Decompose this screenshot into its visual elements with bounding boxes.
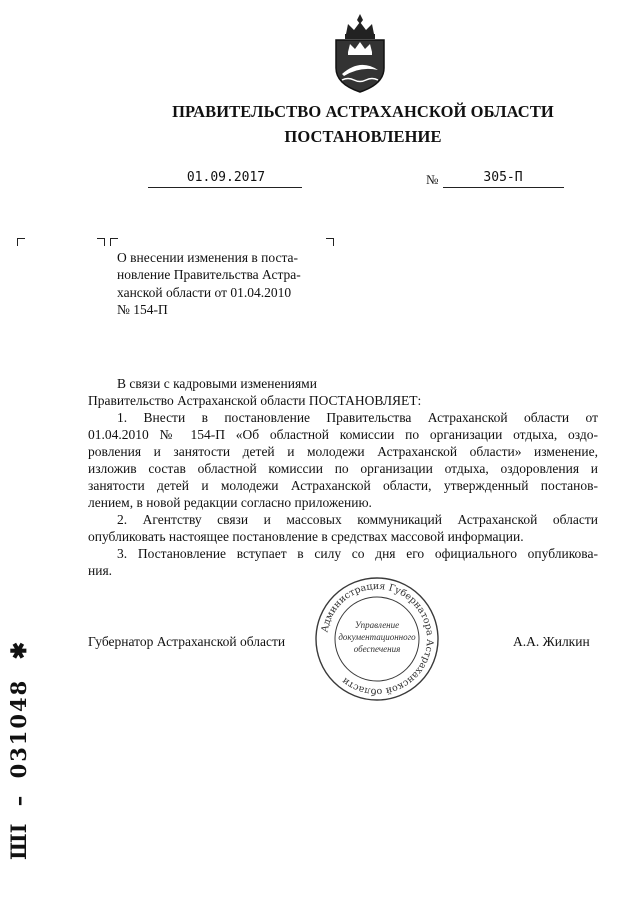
stamp-outer-text: Администрация Губернатора Астраханской области (319, 580, 436, 698)
document-type: ПОСТАНОВЛЕНИЕ (284, 127, 442, 146)
subject-block (117, 249, 342, 318)
body-line: Правительство Астраханской области ПОСТАНОВЛЯЕТ: (88, 393, 422, 408)
corner-mark-right (326, 238, 334, 246)
body-line: занятости детей и молодежи Астраханской области, утвержденный постанов- (88, 478, 598, 493)
body-line: ровления и занятости детей и молодежи Астраханской области» изменение, (88, 444, 598, 459)
stamp-inner-line: документационного (338, 632, 416, 642)
serial-prefix: ШI (6, 823, 31, 860)
date-underline (148, 187, 302, 188)
body-line: 1. Внести в постановление Правительства Астраханской области от (117, 410, 598, 425)
serial-dash: – (6, 795, 31, 807)
subject-line: новление Правительства Астра- (117, 267, 301, 283)
official-stamp (312, 574, 442, 704)
document-date: 01.09.2017 (186, 170, 266, 185)
body-line: В связи с кадровыми изменениями (117, 376, 317, 391)
corner-mark-subject-start (110, 238, 118, 246)
body-line: опубликовать настоящее постановление в средствах массовой информации. (88, 529, 524, 544)
serial-number: 031048 (6, 678, 31, 779)
subject-line: ханской области от 01.04.2010 (117, 284, 292, 300)
coat-of-arms-icon (328, 12, 392, 94)
corner-mark-subject-end (97, 238, 105, 246)
body-line: изложив состав областной комиссии по организации отдыха, оздоровления и (88, 461, 598, 476)
government-title: ПРАВИТЕЛЬСТВО АСТРАХАНСКОЙ ОБЛАСТИ (172, 102, 554, 121)
body-line: 01.04.2010 № 154-П «Об областной комиссии по организации отдыха, оздо- (88, 427, 598, 442)
body-line: лением, в новой редакции согласно приложению. (88, 495, 372, 510)
signature-name: А.А. Жилкин (513, 634, 590, 649)
body-line: 3. Постановление вступает в силу со дня его официального опубликова- (117, 546, 598, 561)
body-line: 2. Агентству связи и массовых коммуникаций Астраханской области (117, 512, 598, 527)
stamp-inner-line: обеспечения (353, 644, 401, 654)
signature-title: Губернатор Астраханской области (88, 634, 286, 649)
document-number: 305-П (483, 170, 523, 185)
corner-mark-left (17, 238, 25, 246)
number-sign: № (426, 172, 439, 187)
serial-side-mark (2, 640, 36, 860)
subject-line: № 154-П (117, 301, 168, 317)
body-line: ния. (88, 563, 113, 578)
subject-line: О внесении изменения в поста- (117, 250, 299, 265)
star-icon: ✱ (6, 641, 31, 660)
number-underline (443, 187, 564, 188)
stamp-inner-line: Управление (354, 620, 400, 630)
